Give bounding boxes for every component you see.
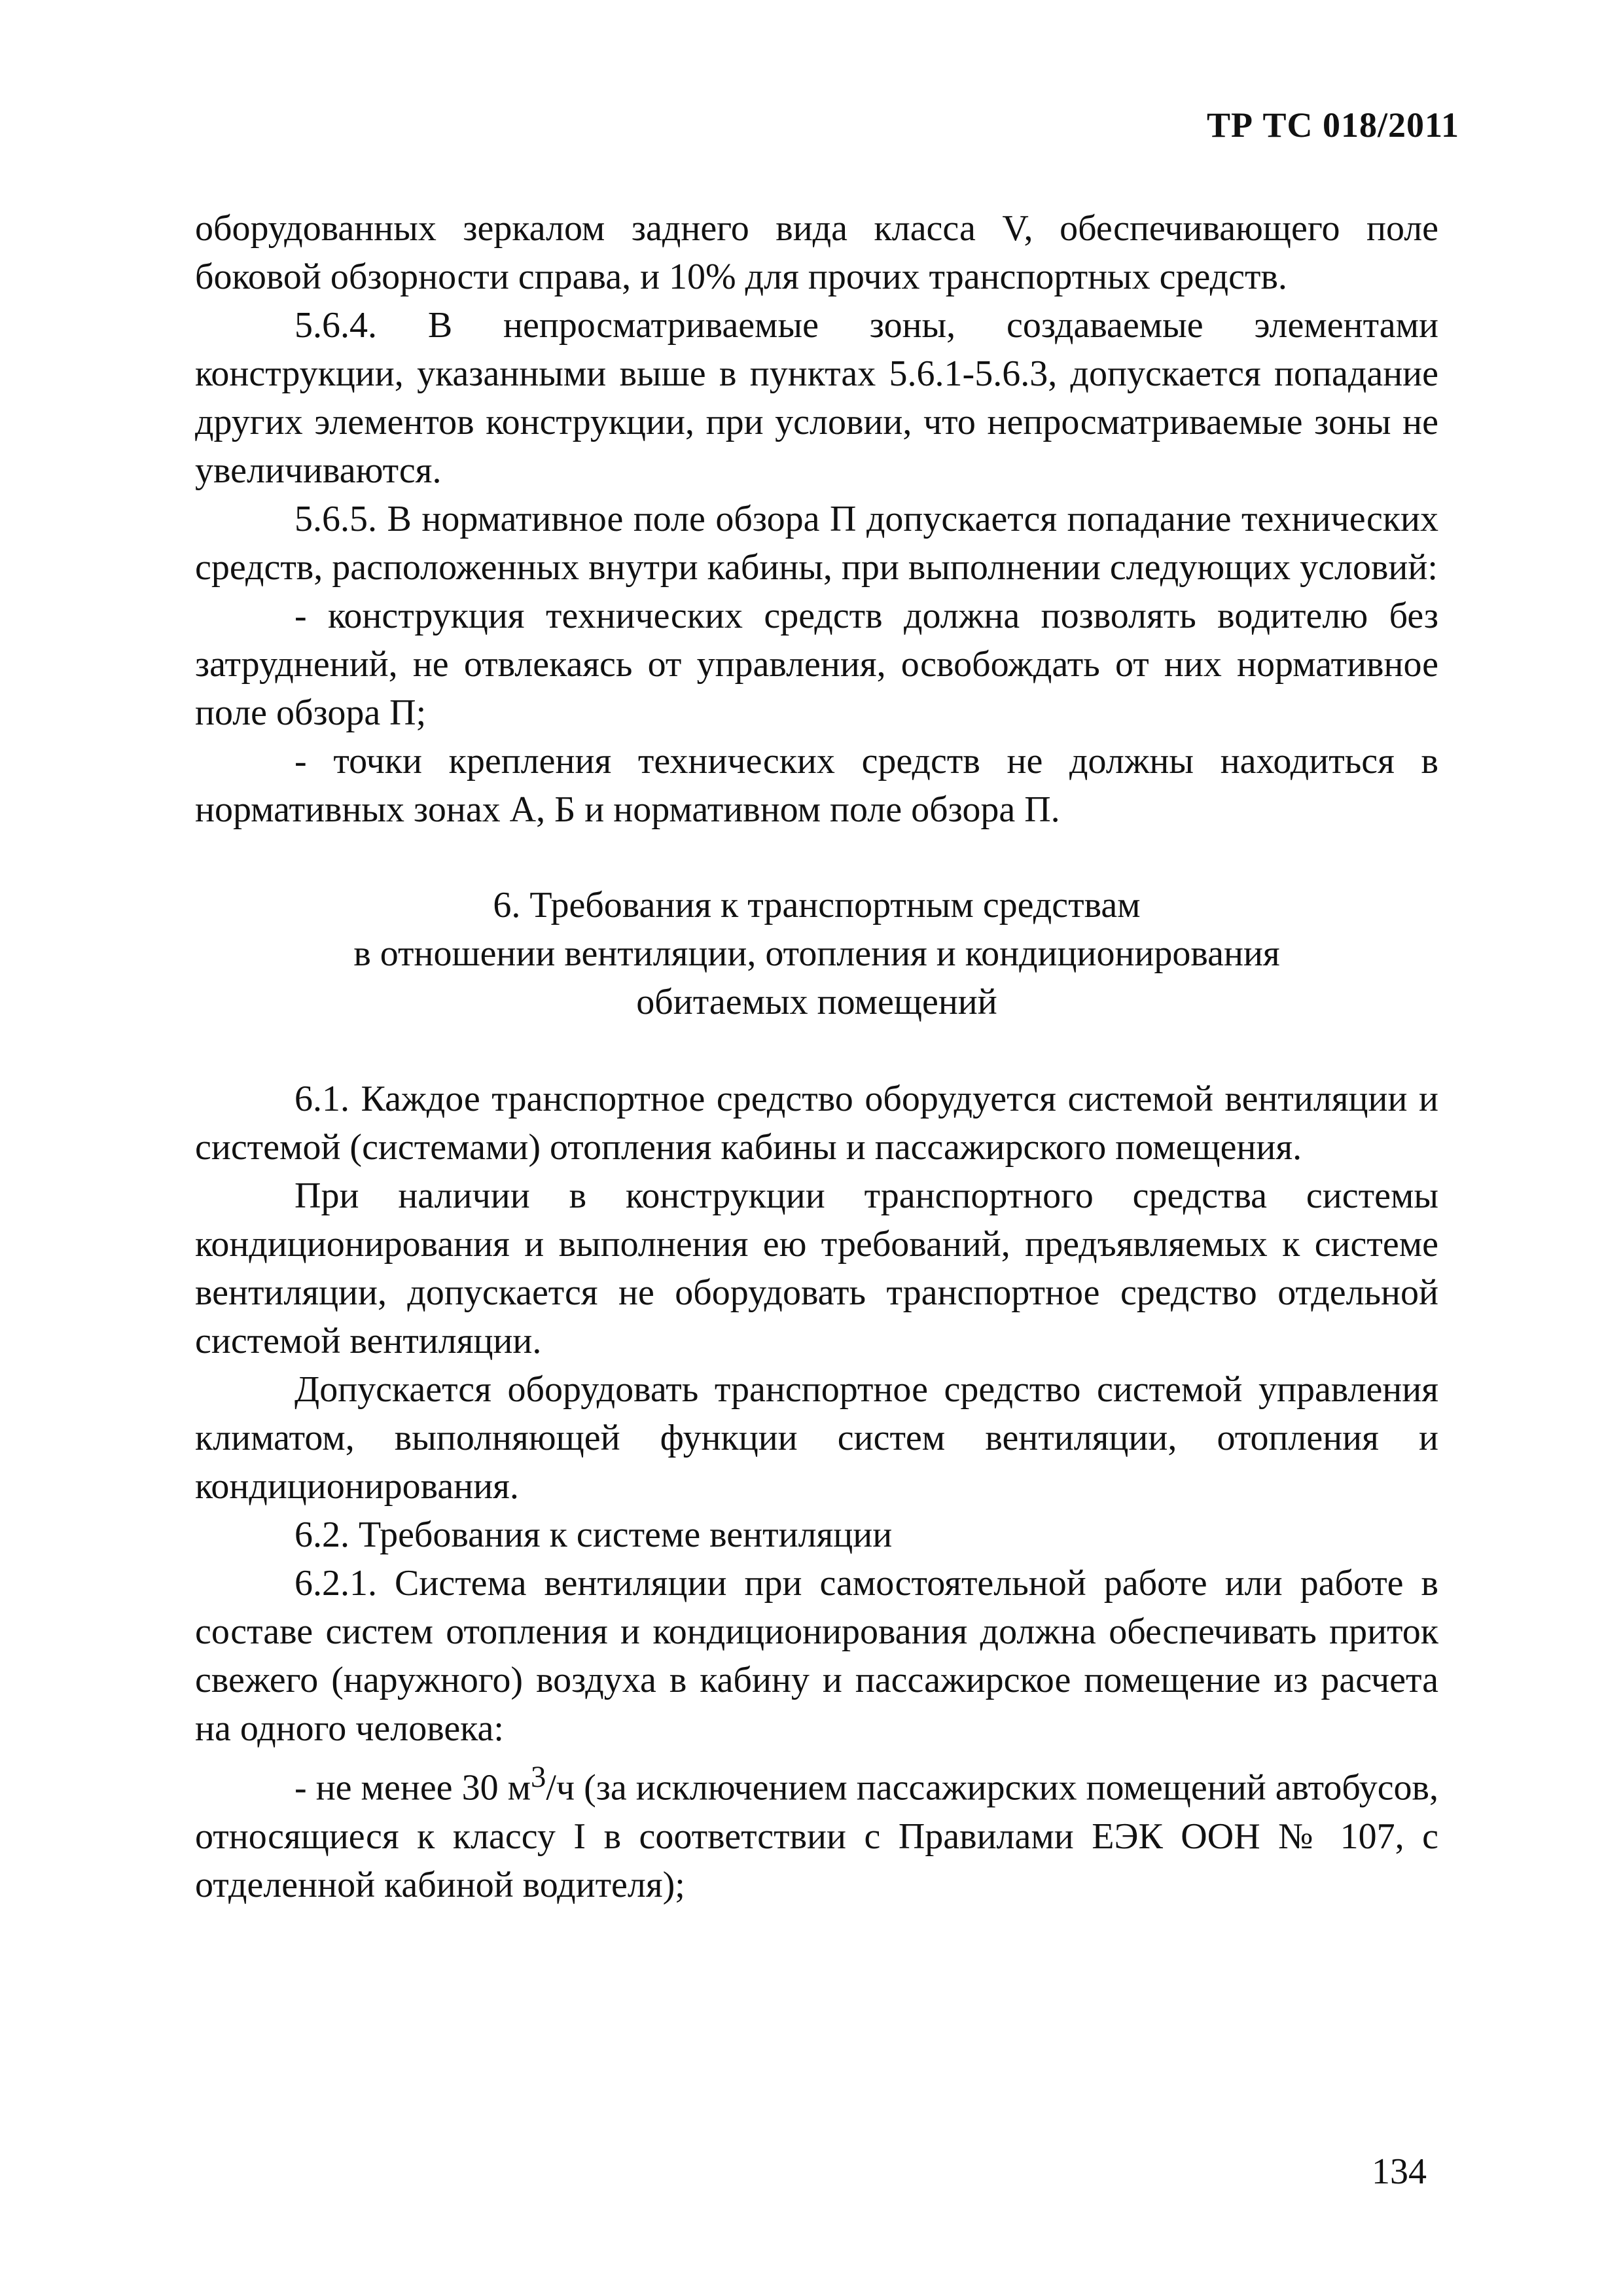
air-flow-text-start: - не менее 30 м xyxy=(294,1767,531,1808)
air-flow-text-end: /ч (за исключением пассажирских помещений автобусов, относящиеся к классу I в соответствии с Правилами ЕЭК ООН № 107, с отделенной кабиной водителя); xyxy=(195,1767,1438,1905)
paragraph-6-1: 6.1. Каждое транспортное средство оборудуется системой вентиляции и системой (системами) отопления кабины и пассажирского помещения. xyxy=(195,1079,1438,1168)
section-heading-line-1: 6. Требования к транспортным средствам xyxy=(493,885,1141,925)
paragraph-6-2-1: 6.2.1. Система вентиляции при самостоятельной работе или работе в составе систем отопления и кондиционирования должна обеспечивать приток свежего (наружного) воздуха в кабину и пассажирское помещение из расчета на одного человека: xyxy=(195,1563,1438,1749)
list-item-condition-2: - точки крепления технических средств не должны находиться в нормативных зонах А, Б и нормативном поле обзора П. xyxy=(195,741,1438,830)
paragraph-6-2: 6.2. Требования к системе вентиляции xyxy=(294,1515,893,1555)
section-heading xyxy=(195,881,1438,1026)
page-number: 134 xyxy=(1372,2151,1427,2192)
paragraph-continuation: оборудованных зеркалом заднего вида класса V, обеспечивающего поле боковой обзорности справа, и 10% для прочих транспортных средств. xyxy=(195,208,1438,297)
section-heading-line-3: обитаемых помещений xyxy=(636,982,997,1022)
paragraph-air-conditioning: При наличии в конструкции транспортного средства системы кондиционирования и выполнения ею требований, предъявляемых к системе вентиляции, допускается не оборудовать транспортное средство отдельной системой вентиляции. xyxy=(195,1175,1438,1361)
list-item-condition-1: - конструкция технических средств должна позволять водителю без затруднений, не отвлекаясь от управления, освобождать от них нормативное поле обзора П; xyxy=(195,596,1438,733)
paragraph-5-6-4: 5.6.4. В непросматриваемые зоны, создаваемые элементами конструкции, указанными выше в пунктах 5.6.1-5.6.3, допускается попадание других элементов конструкции, при условии, что непросматриваемые зоны не увеличиваются. xyxy=(195,305,1438,491)
paragraph-climate-control: Допускается оборудовать транспортное средство системой управления климатом, выполняющей функции систем вентиляции, отопления и кондиционирования. xyxy=(195,1369,1438,1507)
document-body xyxy=(195,204,1438,1909)
section-heading-line-2: в отношении вентиляции, отопления и кондиционирования xyxy=(353,933,1280,974)
paragraph-5-6-5: 5.6.5. В нормативное поле обзора П допускается попадание технических средств, расположенных внутри кабины, при выполнении следующих условий: xyxy=(195,499,1438,588)
superscript-cubic: 3 xyxy=(531,1760,546,1794)
list-item-air-flow xyxy=(195,1753,1438,1909)
document-code-header: ТР ТС 018/2011 xyxy=(1206,105,1459,145)
